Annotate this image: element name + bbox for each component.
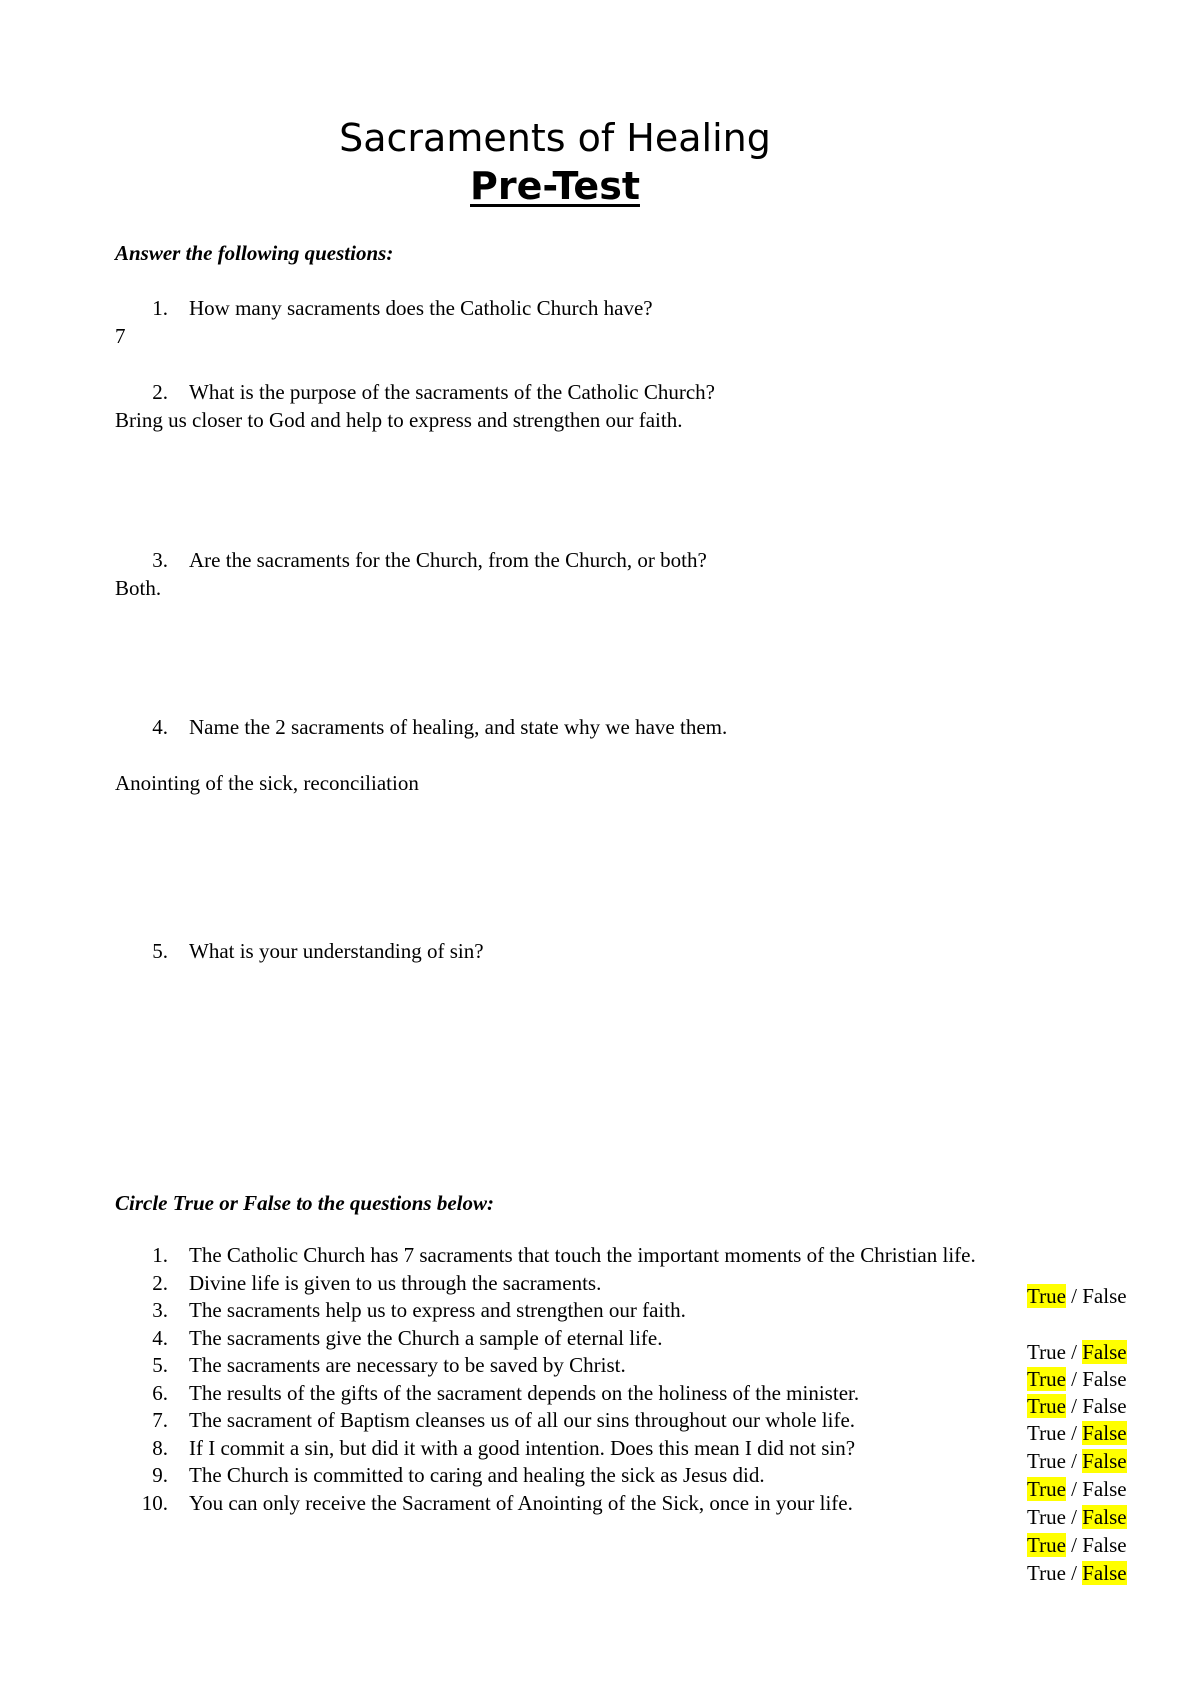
tf-item-1 [115, 1242, 989, 1270]
false-option[interactable]: False [1082, 1449, 1127, 1473]
tf-answer-8 [1027, 1504, 1127, 1532]
tf-number: 6. [152, 1380, 168, 1405]
true-option[interactable]: True [1027, 1394, 1066, 1418]
false-option[interactable]: False [1082, 1394, 1127, 1418]
question-text: Name the 2 sacraments of healing, and state why we have them. [189, 715, 728, 739]
true-option[interactable]: True [1027, 1533, 1066, 1557]
question-3 [115, 547, 707, 573]
tf-statement: Divine life is given to us through the sacraments. [189, 1270, 602, 1295]
true-option[interactable]: True [1027, 1449, 1066, 1473]
tf-item-4 [115, 1325, 989, 1353]
subtitle-text: Pre-Test [470, 164, 640, 208]
question-4 [115, 714, 727, 740]
tf-answer-4 [1027, 1393, 1127, 1421]
page-title: Sacraments of Healing [339, 116, 771, 160]
tf-item-8 [115, 1435, 989, 1463]
tf-answer-6 [1027, 1448, 1127, 1476]
tf-item-7 [115, 1407, 989, 1435]
tf-statement: The Catholic Church has 7 sacraments that touch the important moments of the Christian life. [189, 1243, 976, 1267]
page-subtitle [0, 164, 1110, 208]
question-number: 3. [152, 548, 168, 572]
section2-instruction: Circle True or False to the questions below: [115, 1191, 494, 1215]
tf-number: 5. [152, 1353, 168, 1377]
answer-2: Bring us closer to God and help to express and strengthen our faith. [115, 408, 683, 432]
tf-number: 2. [152, 1270, 168, 1295]
tf-separator: / [1065, 1284, 1083, 1308]
tf-item-10 [115, 1490, 989, 1518]
false-option[interactable]: False [1082, 1505, 1127, 1529]
answer-3: Both. [115, 576, 162, 600]
question-number: 1. [152, 296, 168, 320]
tf-answer-7 [1027, 1476, 1127, 1504]
tf-number: 8. [152, 1435, 168, 1460]
tf-separator: / [1065, 1340, 1083, 1364]
tf-separator: / [1065, 1367, 1083, 1391]
tf-item-2 [115, 1270, 989, 1298]
tf-separator: / [1065, 1421, 1083, 1445]
tf-number: 9. [152, 1463, 168, 1487]
tf-separator: / [1065, 1449, 1083, 1473]
question-number: 5. [152, 939, 168, 963]
tf-statement: If I commit a sin, but did it with a good intention. Does this mean I did not sin? [189, 1435, 856, 1460]
question-2 [115, 379, 715, 405]
true-option[interactable]: True [1027, 1561, 1066, 1585]
tf-separator: / [1065, 1505, 1083, 1529]
false-option[interactable]: False [1082, 1367, 1127, 1391]
true-option[interactable]: True [1027, 1421, 1066, 1445]
false-option[interactable]: False [1082, 1533, 1127, 1557]
true-option[interactable]: True [1027, 1284, 1066, 1308]
false-option[interactable]: False [1082, 1421, 1127, 1445]
question-5 [115, 938, 484, 964]
tf-number: 3. [152, 1298, 168, 1322]
question-text: What is the purpose of the sacraments of the Catholic Church? [189, 380, 716, 404]
question-number: 4. [152, 715, 168, 739]
true-false-list [115, 1242, 989, 1517]
answer-4: Anointing of the sick, reconciliation [115, 771, 419, 795]
tf-separator: / [1065, 1533, 1083, 1557]
tf-statement: The sacraments give the Church a sample of eternal life. [189, 1325, 663, 1350]
true-option[interactable]: True [1027, 1477, 1066, 1501]
tf-answer-1 [1027, 1283, 1127, 1311]
true-option[interactable]: True [1027, 1340, 1066, 1364]
tf-item-6 [115, 1380, 989, 1408]
tf-number: 1. [152, 1243, 168, 1267]
tf-item-5 [115, 1352, 989, 1380]
section1-instruction: Answer the following questions: [115, 241, 394, 265]
tf-number: 4. [152, 1325, 168, 1350]
false-option[interactable]: False [1082, 1561, 1127, 1585]
tf-statement: The Church is committed to caring and healing the sick as Jesus did. [189, 1463, 765, 1487]
tf-answer-5 [1027, 1420, 1127, 1448]
tf-answer-9 [1027, 1532, 1127, 1560]
question-number: 2. [152, 380, 168, 404]
question-text: What is your understanding of sin? [189, 939, 484, 963]
true-option[interactable]: True [1027, 1367, 1066, 1391]
question-text: Are the sacraments for the Church, from the Church, or both? [189, 548, 707, 572]
true-option[interactable]: True [1027, 1505, 1066, 1529]
tf-separator: / [1065, 1394, 1083, 1418]
answer-1: 7 [115, 324, 126, 348]
tf-number: 10. [141, 1490, 168, 1515]
false-option[interactable]: False [1082, 1284, 1127, 1308]
tf-statement: The sacraments help us to express and strengthen our faith. [189, 1298, 686, 1322]
tf-statement: The sacrament of Baptism cleanses us of all our sins throughout our whole life. [189, 1408, 856, 1432]
false-option[interactable]: False [1082, 1340, 1127, 1364]
question-text: How many sacraments does the Catholic Church have? [189, 296, 653, 320]
tf-separator: / [1065, 1477, 1083, 1501]
tf-statement: You can only receive the Sacrament of Anointing of the Sick, once in your life. [189, 1490, 853, 1515]
tf-answer-3 [1027, 1366, 1127, 1394]
tf-separator: / [1065, 1561, 1083, 1585]
tf-statement: The results of the gifts of the sacrament depends on the holiness of the minister. [189, 1380, 860, 1405]
tf-item-9 [115, 1462, 989, 1490]
tf-item-3 [115, 1297, 989, 1325]
tf-number: 7. [152, 1408, 168, 1432]
question-1 [115, 295, 653, 321]
tf-answer-10 [1027, 1560, 1127, 1588]
false-option[interactable]: False [1082, 1477, 1127, 1501]
tf-answer-2 [1027, 1339, 1127, 1367]
tf-statement: The sacraments are necessary to be saved by Christ. [189, 1353, 626, 1377]
